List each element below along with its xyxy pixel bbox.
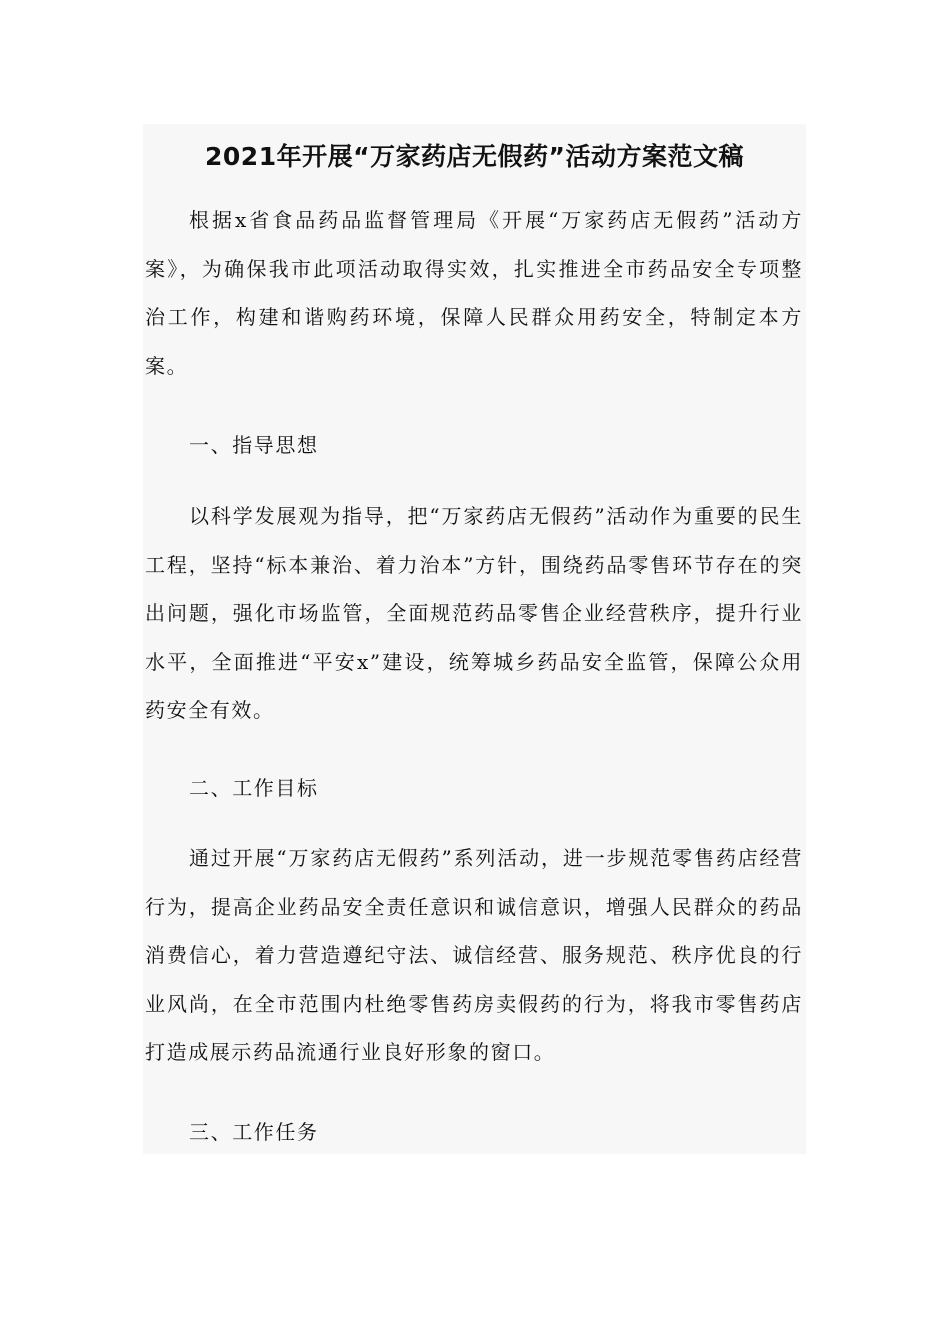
intro-paragraph: 根据x省食品药品监督管理局《开展“万家药店无假药”活动方案》，为确保我市此项活动取得实效，扎实推进全市药品安全专项整治工作，构建和谐购药环境，保障人民群众用药安全，特制定本方案。 [145,208,803,378]
section-heading-work-tasks: 三、工作任务 [189,1120,319,1144]
section-body-work-goals: 通过开展“万家药店无假药”系列活动，进一步规范零售药店经营行为，提高企业药品安全责任意识和诚信意识，增强人民群众的药品消费信心，着力营造遵纪守法、诚信经营、服务规范、秩序优良的行业风尚，在全市范围内杜绝零售药房卖假药的行为，将我市零售药店打造成展示药品流通行业良好形象的窗口。 [145,846,803,1064]
document-title: 2021年开展“万家药店无假药”活动方案范文稿 [205,142,744,171]
section-heading-guiding-ideology: 一、指导思想 [189,433,319,457]
section-heading-work-goals: 二、工作目标 [189,776,319,800]
section-body-guiding-ideology: 以科学发展观为指导，把“万家药店无假药”活动作为重要的民生工程，坚持“标本兼治、着力治本”方针，围绕药品零售环节存在的突出问题，强化市场监管，全面规范药品零售企业经营秩序，提升行业水平，全面推进“平安x”建设，统筹城乡药品安全监管，保障公众用药安全有效。 [145,504,803,722]
document-page [143,124,806,1154]
